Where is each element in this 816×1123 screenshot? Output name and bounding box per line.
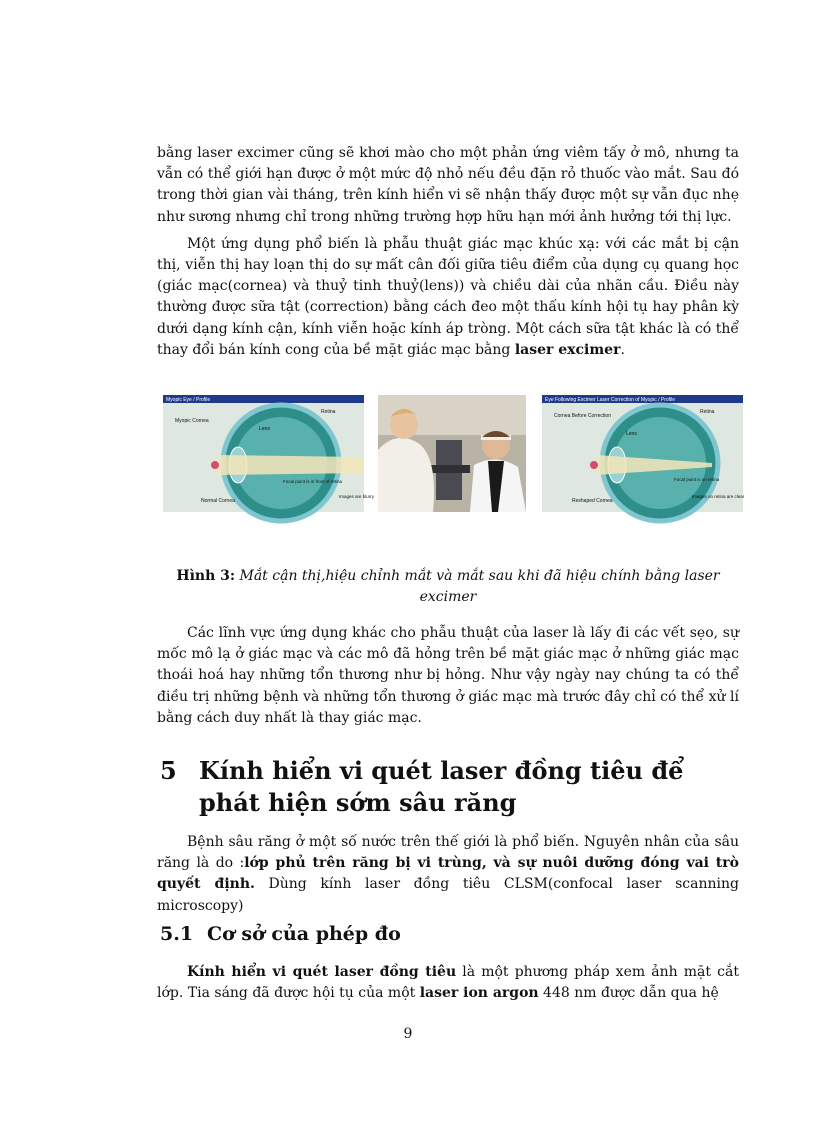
- label-lens-corrected: Lens: [626, 431, 637, 437]
- paragraph-3: Các lĩnh vực ứng dụng khác cho phẫu thuật của laser là lấy đi các vết sẹo, sự mốc mô lạ ở giác mạc và các mô đã hỏng trên bề mặt giác mạc ở những giác mạc thoái hoá hay những tổn thương như bị hỏng. Như vậy ngày nay chúng ta có thể điều trị những bệnh và những tổn thương ở giác mạc mà trước đây chỉ có thể xử lí bằng cách duy nhất là thay giác mạc.: [157, 625, 739, 726]
- page-number: 9: [403, 1026, 413, 1042]
- corrected-eye-diagram: [542, 395, 743, 512]
- body-text-middle: [157, 623, 739, 729]
- label-retina-corrected: Retina: [700, 409, 715, 415]
- paragraph-4: Bệnh sâu răng ở một số nước trên thế giới là phổ biến. Nguyên nhân của sâu răng là do :lớp phủ trên răng bị vi trùng, và sự nuôi dưỡng đóng vai trò quyết định. Dùng kính laser đồng tiêu CLSM(confocal laser scanning microscopy): [157, 834, 739, 914]
- label-normal-cornea: Normal Cornea: [201, 498, 235, 504]
- label-myopic-cornea: Myopic Cornea: [175, 418, 209, 424]
- body-text-top: [157, 143, 739, 361]
- figure-caption-text: Mắt cận thị,hiệu chỉnh mắt và mắt sau khi đã hiệu chính bằng laser excimer: [239, 568, 720, 605]
- left-diagram-title: Myopic Eye / Profile: [166, 397, 211, 403]
- right-diagram-title: Eye Following Excimer Laser Correction of Myopic / Profile: [545, 397, 676, 403]
- eye-exam-photo: [378, 395, 526, 512]
- myopic-eye-diagram: [163, 395, 375, 512]
- label-retina: Retina: [321, 409, 336, 415]
- label-images-clear: Images on retina are clear: [692, 494, 745, 499]
- label-lens: Lens: [259, 426, 270, 432]
- label-cornea-before: Cornea Before Correction: [554, 413, 611, 419]
- figure-3: [163, 395, 743, 512]
- body-text-section5: [157, 832, 739, 917]
- paragraph-5: Kính hiển vi quét laser đồng tiêu là một phương pháp xem ảnh mặt cắt lớp. Tia sáng đã được hội tụ của một laser ion argon 448 nm được dẫn qua hệ: [157, 964, 739, 1002]
- paragraph-1: bằng laser excimer cũng sẽ khơi mào cho một phản ứng viêm tấy ở mô, nhưng ta vẫn có thể giới hạn được ở một mức độ nhỏ nếu đều đặn rỏ thuốc vào mắt. Sau đó trong thời gian vài tháng, trên kính hiển vi sẽ nhận thấy được một sự vẫn đục nhẹ như sương nhưng chỉ trong những trường hợp hữu hạn mới ảnh hưởng tới thị lực.: [157, 145, 739, 225]
- subsection-title: Cơ sở của phép đo: [207, 923, 401, 945]
- label-focal-on-retina: Focal point is on retina: [674, 477, 720, 482]
- subsection-number: 5.1: [160, 923, 194, 945]
- label-reshaped-cornea: Reshaped Cornea: [572, 498, 613, 504]
- body-text-subsection: [157, 962, 739, 1004]
- figure-caption: [157, 566, 739, 608]
- paragraph-2: Một ứng dụng phổ biến là phẫu thuật giác mạc khúc xạ: với các mắt bị cận thị, viễn thị hay loạn thị do sự mất cân đối giữa tiêu điểm của dụng cụ quang học (giác mạc(cornea) và thuỷ tinh thuỷ(lens)) và chiều dài của nhãn cầu. Điều này thường được sữa tật (correction) bằng cách đeo một thấu kính hội tụ hay phân kỳ dưới dạng kính cận, kính viễn hoặc kính áp tròng. Một cách sữa tật khác là có thể thay đổi bán kính cong của bề mặt giác mạc bằng laser excimer.: [157, 235, 739, 358]
- figure-label: Hình 3:: [176, 568, 236, 584]
- section-title: Kính hiển vi quét laser đồng tiêu để phát hiện sớm sâu răng: [199, 756, 684, 817]
- label-images-blurry: Images are blurry: [339, 494, 375, 499]
- label-focal-point: Focal point is in front of retina: [283, 479, 343, 484]
- section-number: 5: [160, 756, 177, 785]
